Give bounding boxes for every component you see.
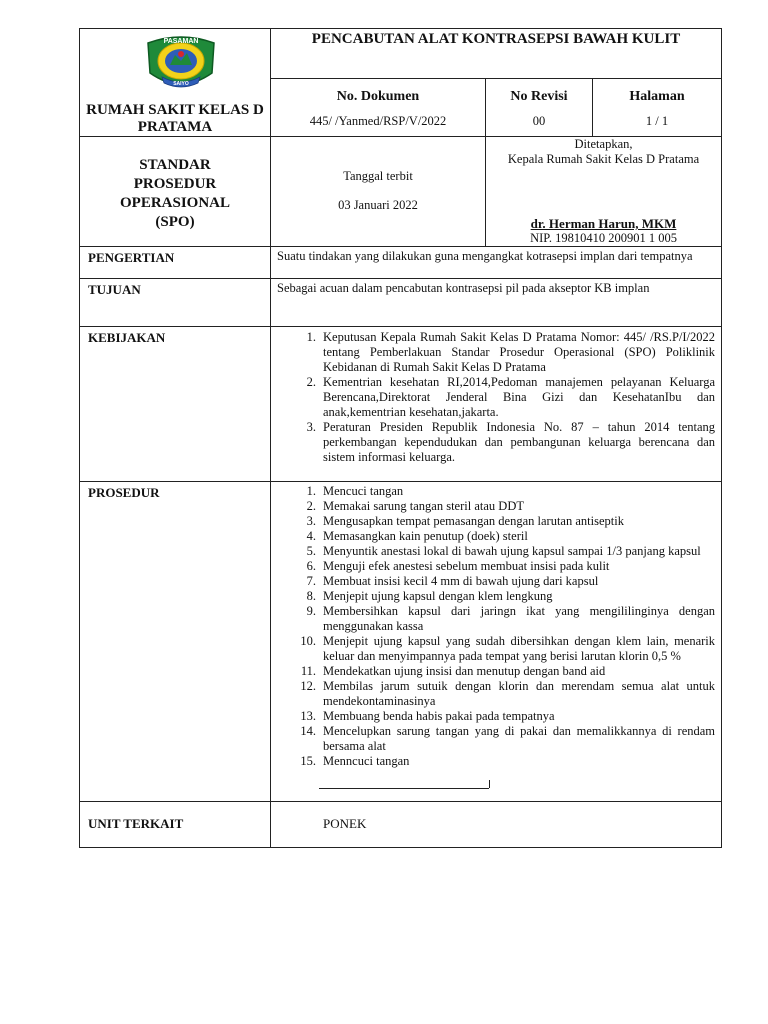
document-title: PENCABUTAN ALAT KONTRASEPSI BAWAH KULIT (271, 29, 722, 79)
logo-top-text: PASAMAN (163, 38, 199, 45)
issued-label: Tanggal terbit (343, 169, 413, 183)
list-item: 4. Memasangkan kain penutup (doek) steril (306, 529, 528, 543)
prosedur-list (271, 484, 721, 769)
spo-line-4: (SPO) (155, 214, 195, 230)
spo-table (79, 28, 722, 848)
list-item: 2. Memakai sarung tangan steril atau DDT (306, 499, 524, 513)
list-item: 6. Menguji efek anestesi sebelum membuat insisi pada kulit (306, 559, 610, 573)
list-item: 3. Mengusapkan tempat pemasangan dengan larutan antiseptik (306, 514, 624, 528)
logo-bottom-text: SAIYO (173, 81, 189, 87)
issued-date: 03 Januari 2022 (338, 198, 418, 212)
pasaman-logo-icon (142, 33, 220, 91)
page-value: 1 / 1 (645, 114, 669, 129)
pengertian-label: PENGERTIAN (80, 247, 271, 279)
kebijakan-label: KEBIJAKAN (80, 327, 271, 482)
revision-value: 00 (532, 114, 546, 129)
list-item: 13. Membuang benda habis pakai pada tempatnya (300, 709, 555, 723)
doc-number-cell (271, 79, 486, 137)
spo-cell (80, 137, 271, 247)
pengertian-text: Suatu tindakan yang dilakukan guna mengangkat kotrasepsi implan dari tempatnya (271, 247, 722, 279)
list-item: 1. Keputusan Kepala Rumah Sakit Kelas D Pratama Nomor: 445/ /RS.P/I/2022 tentang Pemberlakuan Standar Prosedur Operasional (SPO) Poliklinik Kebidanan di Rumah Sakit Kelas D Pratama (306, 330, 716, 374)
kebijakan-list (271, 330, 721, 465)
page-cell (593, 79, 722, 137)
divider (319, 788, 489, 789)
unit-value: PONEK (271, 802, 722, 848)
institution-name: RUMAH SAKIT KELAS D PRATAMA (86, 102, 264, 135)
institution-cell (80, 29, 271, 137)
list-item: 3. Peraturan Presiden Republik Indonesia No. 87 – tahun 2014 tentang perkembangan kependudukan dan pembangunan keluarga berencana dan sistem informasi keluarga. (306, 420, 716, 464)
list-item: 15. Menncuci tangan (300, 754, 410, 768)
list-item: 10. Menjepit ujung kapsul yang sudah dibersihkan dengan klem lain, menarik keluar dan menyimpannya pada tempat yang berisi larutan klorin 0,5 % (300, 634, 716, 663)
signer-name: dr. Herman Harun, MKM (530, 216, 677, 231)
issued-cell (271, 137, 486, 247)
approval-line-2: Kepala Rumah Sakit Kelas D Pratama (507, 152, 700, 166)
spo-line-3: OPERASIONAL (119, 195, 231, 211)
list-item: 12. Membilas jarum sutuik dengan klorin dan merendam semua alat untuk mendekontaminasinya (300, 679, 716, 708)
approval-line-1: Ditetapkan, (574, 137, 633, 151)
doc-number-value: 445/ /Yanmed/RSP/V/2022 (309, 114, 447, 129)
list-item: 5. Menyuntik anestasi lokal di bawah ujung kapsul sampai 1/3 panjang kapsul (306, 544, 701, 558)
tujuan-text: Sebagai acuan dalam pencabutan kontrasepsi pil pada akseptor KB implan (271, 279, 722, 327)
spo-document (79, 28, 721, 848)
spo-line-1: STANDAR (139, 157, 211, 173)
list-item: 1. Mencuci tangan (306, 484, 404, 498)
signer-nip: NIP. 19810410 200901 1 005 (530, 231, 677, 245)
spo-line-2: PROSEDUR (133, 176, 217, 192)
unit-label: UNIT TERKAIT (80, 802, 271, 848)
list-item: 8. Menjepit ujung kapsul dengan klem lengkung (306, 589, 553, 603)
list-item: 14. Mencelupkan sarung tangan yang di pakai dan memalikkannya di rendam bersama alat (300, 724, 716, 753)
list-item: 2. Kementrian kesehatan RI,2014,Pedoman manajemen pelayanan Keluarga Berencana,Direktorat Jenderal Bina Gizi dan KesehatanIbu dan anak,kementrian kesehatan,jakarta. (306, 375, 716, 419)
doc-number-label: No. Dokumen (336, 89, 420, 105)
revision-label: No Revisi (510, 89, 568, 105)
list-item: 7. Membuat insisi kecil 4 mm di bawah ujung dari kapsul (306, 574, 599, 588)
kebijakan-cell (271, 327, 722, 482)
prosedur-label: PROSEDUR (80, 482, 271, 802)
list-item: 11. Mendekatkan ujung insisi dan menutup dengan band aid (300, 664, 606, 678)
revision-cell (486, 79, 593, 137)
approval-cell (486, 137, 722, 247)
prosedur-cell (271, 482, 722, 802)
divider (489, 780, 490, 788)
tujuan-label: TUJUAN (80, 279, 271, 327)
list-item: 9. Membersihkan kapsul dari jaringn ikat yang mengililinginya dengan menggunakan kassa (306, 604, 716, 633)
page-label: Halaman (629, 89, 685, 105)
